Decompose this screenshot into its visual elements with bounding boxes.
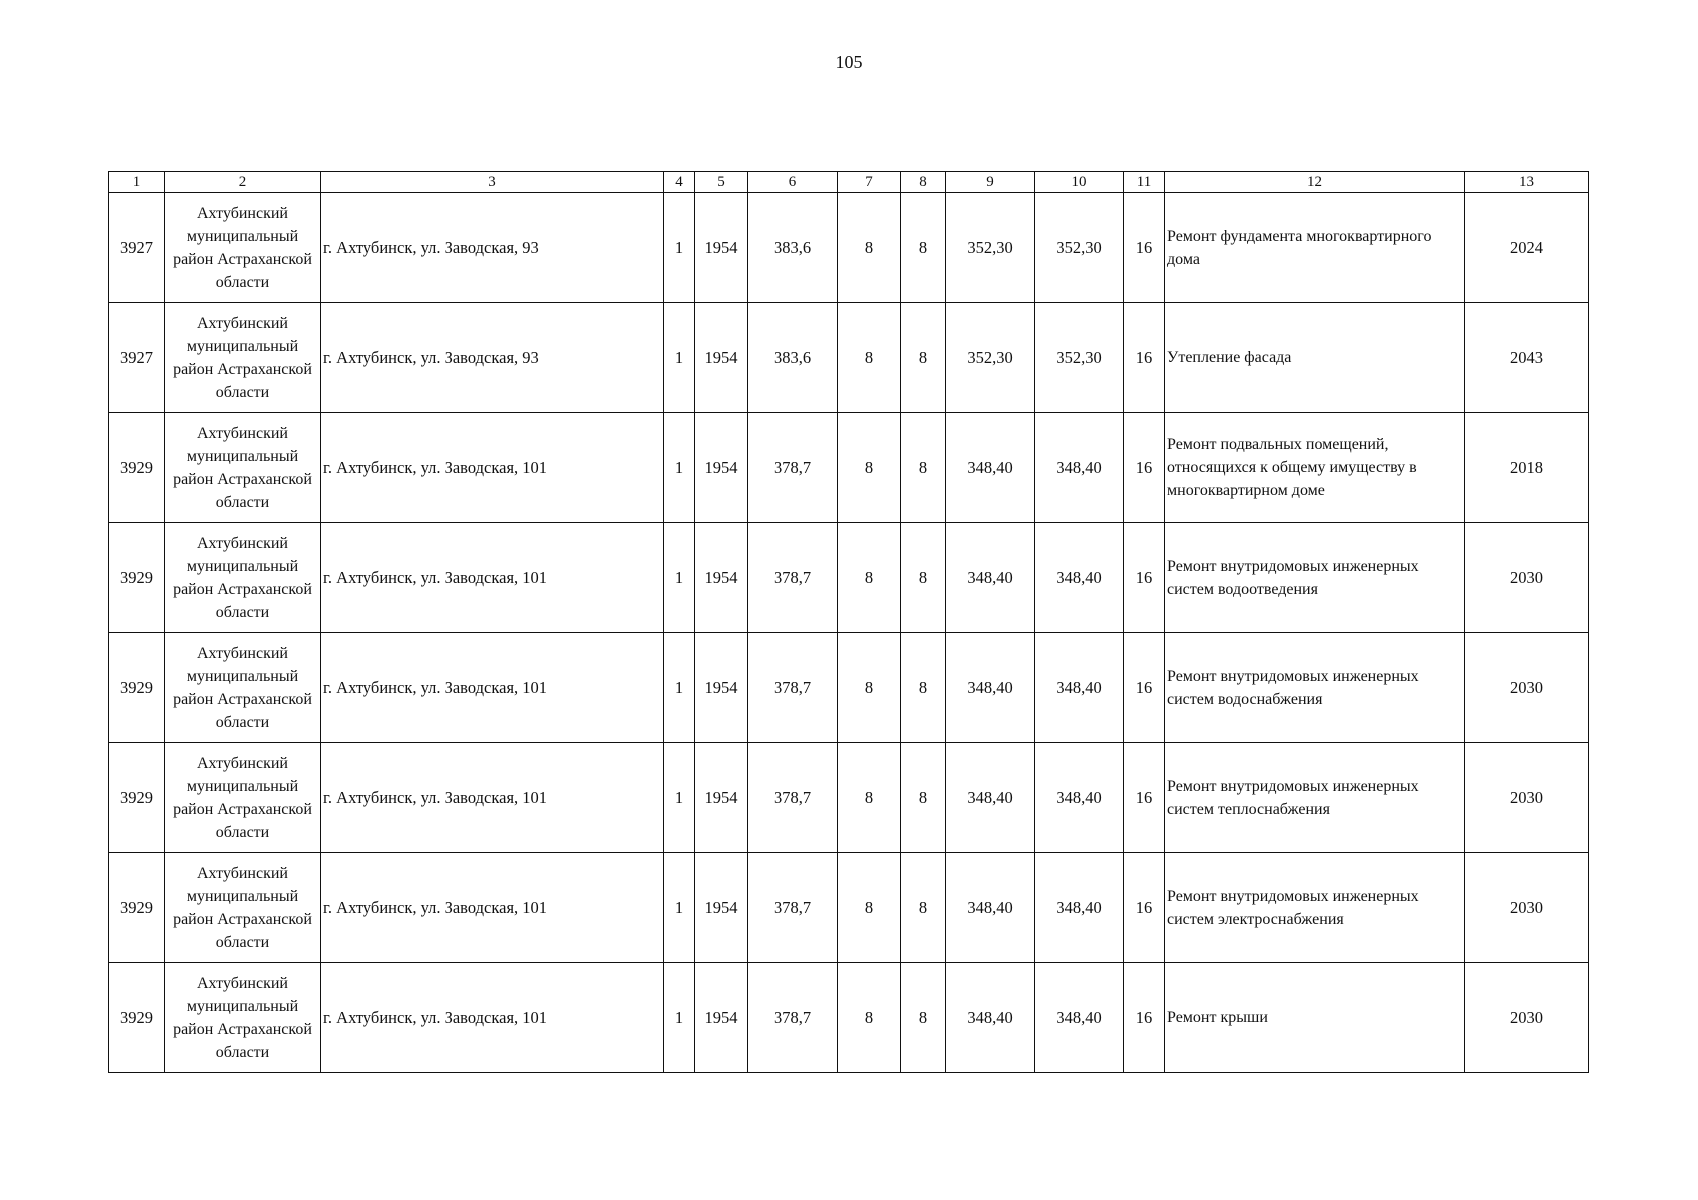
col10-cell: 352,30 xyxy=(1035,303,1124,413)
col6-cell: 378,7 xyxy=(748,853,838,963)
header-cell-7: 7 xyxy=(838,172,901,193)
col9-cell: 348,40 xyxy=(946,963,1035,1073)
work-type-cell: Ремонт внутридомовых инженерных систем теплоснабжения xyxy=(1165,743,1465,853)
col4-cell: 1 xyxy=(664,963,695,1073)
header-cell-8: 8 xyxy=(901,172,946,193)
row-id-cell: 3929 xyxy=(109,523,165,633)
address-cell: г. Ахтубинск, ул. Заводская, 101 xyxy=(321,633,664,743)
work-type-cell: Ремонт крыши xyxy=(1165,963,1465,1073)
row-id-cell: 3929 xyxy=(109,743,165,853)
col7-cell: 8 xyxy=(838,303,901,413)
work-type-cell: Ремонт внутридомовых инженерных систем водоотведения xyxy=(1165,523,1465,633)
col8-cell: 8 xyxy=(901,743,946,853)
district-cell: Ахтубинский муниципальный район Астраханской области xyxy=(165,853,321,963)
page-number: 105 xyxy=(835,52,863,72)
col11-cell: 16 xyxy=(1124,853,1165,963)
col10-cell: 348,40 xyxy=(1035,413,1124,523)
header-cell-5: 5 xyxy=(695,172,748,193)
planned-year-cell: 2043 xyxy=(1465,303,1589,413)
header-cell-10: 10 xyxy=(1035,172,1124,193)
col11-cell: 16 xyxy=(1124,963,1165,1073)
address-cell: г. Ахтубинск, ул. Заводская, 93 xyxy=(321,193,664,303)
col9-cell: 348,40 xyxy=(946,633,1035,743)
planned-year-cell: 2030 xyxy=(1465,743,1589,853)
year-built-cell: 1954 xyxy=(695,633,748,743)
col9-cell: 348,40 xyxy=(946,523,1035,633)
col10-cell: 348,40 xyxy=(1035,853,1124,963)
col9-cell: 352,30 xyxy=(946,193,1035,303)
col6-cell: 378,7 xyxy=(748,633,838,743)
col9-cell: 352,30 xyxy=(946,303,1035,413)
table-row xyxy=(109,853,1589,963)
col4-cell: 1 xyxy=(664,303,695,413)
col6-cell: 378,7 xyxy=(748,413,838,523)
col9-cell: 348,40 xyxy=(946,853,1035,963)
col6-cell: 383,6 xyxy=(748,303,838,413)
header-cell-11: 11 xyxy=(1124,172,1165,193)
planned-year-cell: 2024 xyxy=(1465,193,1589,303)
col10-cell: 348,40 xyxy=(1035,963,1124,1073)
district-cell: Ахтубинский муниципальный район Астраханской области xyxy=(165,963,321,1073)
row-id-cell: 3929 xyxy=(109,633,165,743)
col4-cell: 1 xyxy=(664,193,695,303)
col10-cell: 352,30 xyxy=(1035,193,1124,303)
district-cell: Ахтубинский муниципальный район Астраханской области xyxy=(165,193,321,303)
col11-cell: 16 xyxy=(1124,523,1165,633)
col4-cell: 1 xyxy=(664,743,695,853)
col8-cell: 8 xyxy=(901,193,946,303)
col11-cell: 16 xyxy=(1124,633,1165,743)
header-cell-12: 12 xyxy=(1165,172,1465,193)
district-cell: Ахтубинский муниципальный район Астраханской области xyxy=(165,413,321,523)
work-type-cell: Ремонт фундамента многоквартирного дома xyxy=(1165,193,1465,303)
row-id-cell: 3927 xyxy=(109,303,165,413)
year-built-cell: 1954 xyxy=(695,523,748,633)
col4-cell: 1 xyxy=(664,523,695,633)
address-cell: г. Ахтубинск, ул. Заводская, 101 xyxy=(321,743,664,853)
district-cell: Ахтубинский муниципальный район Астраханской области xyxy=(165,743,321,853)
header-cell-3: 3 xyxy=(321,172,664,193)
col7-cell: 8 xyxy=(838,963,901,1073)
year-built-cell: 1954 xyxy=(695,853,748,963)
district-cell: Ахтубинский муниципальный район Астраханской области xyxy=(165,633,321,743)
col11-cell: 16 xyxy=(1124,743,1165,853)
header-row xyxy=(109,172,1589,193)
col7-cell: 8 xyxy=(838,633,901,743)
address-cell: г. Ахтубинск, ул. Заводская, 101 xyxy=(321,523,664,633)
table-row xyxy=(109,193,1589,303)
row-id-cell: 3927 xyxy=(109,193,165,303)
header-cell-2: 2 xyxy=(165,172,321,193)
col4-cell: 1 xyxy=(664,413,695,523)
header-cell-6: 6 xyxy=(748,172,838,193)
col7-cell: 8 xyxy=(838,193,901,303)
col7-cell: 8 xyxy=(838,523,901,633)
col8-cell: 8 xyxy=(901,853,946,963)
col4-cell: 1 xyxy=(664,853,695,963)
col7-cell: 8 xyxy=(838,413,901,523)
table-body xyxy=(109,172,1589,1073)
col6-cell: 378,7 xyxy=(748,743,838,853)
col6-cell: 378,7 xyxy=(748,963,838,1073)
table-row xyxy=(109,523,1589,633)
col6-cell: 383,6 xyxy=(748,193,838,303)
header-cell-4: 4 xyxy=(664,172,695,193)
col8-cell: 8 xyxy=(901,523,946,633)
planned-year-cell: 2030 xyxy=(1465,853,1589,963)
address-cell: г. Ахтубинск, ул. Заводская, 101 xyxy=(321,413,664,523)
register-table xyxy=(108,171,1589,1073)
header-cell-1: 1 xyxy=(109,172,165,193)
table-row xyxy=(109,743,1589,853)
district-cell: Ахтубинский муниципальный район Астраханской области xyxy=(165,303,321,413)
header-cell-9: 9 xyxy=(946,172,1035,193)
col9-cell: 348,40 xyxy=(946,743,1035,853)
header-cell-13: 13 xyxy=(1465,172,1589,193)
col8-cell: 8 xyxy=(901,963,946,1073)
col4-cell: 1 xyxy=(664,633,695,743)
work-type-cell: Ремонт внутридомовых инженерных систем водоснабжения xyxy=(1165,633,1465,743)
col11-cell: 16 xyxy=(1124,303,1165,413)
table-row xyxy=(109,633,1589,743)
table-row xyxy=(109,963,1589,1073)
address-cell: г. Ахтубинск, ул. Заводская, 93 xyxy=(321,303,664,413)
address-cell: г. Ахтубинск, ул. Заводская, 101 xyxy=(321,963,664,1073)
col11-cell: 16 xyxy=(1124,193,1165,303)
work-type-cell: Ремонт подвальных помещений, относящихся к общему имуществу в многоквартирном доме xyxy=(1165,413,1465,523)
col9-cell: 348,40 xyxy=(946,413,1035,523)
row-id-cell: 3929 xyxy=(109,963,165,1073)
year-built-cell: 1954 xyxy=(695,743,748,853)
col10-cell: 348,40 xyxy=(1035,633,1124,743)
col7-cell: 8 xyxy=(838,743,901,853)
col7-cell: 8 xyxy=(838,853,901,963)
planned-year-cell: 2018 xyxy=(1465,413,1589,523)
year-built-cell: 1954 xyxy=(695,303,748,413)
col8-cell: 8 xyxy=(901,633,946,743)
year-built-cell: 1954 xyxy=(695,413,748,523)
address-cell: г. Ахтубинск, ул. Заводская, 101 xyxy=(321,853,664,963)
col11-cell: 16 xyxy=(1124,413,1165,523)
work-type-cell: Утепление фасада xyxy=(1165,303,1465,413)
planned-year-cell: 2030 xyxy=(1465,523,1589,633)
col8-cell: 8 xyxy=(901,303,946,413)
planned-year-cell: 2030 xyxy=(1465,963,1589,1073)
row-id-cell: 3929 xyxy=(109,413,165,523)
year-built-cell: 1954 xyxy=(695,963,748,1073)
planned-year-cell: 2030 xyxy=(1465,633,1589,743)
col8-cell: 8 xyxy=(901,413,946,523)
work-type-cell: Ремонт внутридомовых инженерных систем электроснабжения xyxy=(1165,853,1465,963)
col10-cell: 348,40 xyxy=(1035,743,1124,853)
district-cell: Ахтубинский муниципальный район Астраханской области xyxy=(165,523,321,633)
year-built-cell: 1954 xyxy=(695,193,748,303)
table-row xyxy=(109,303,1589,413)
row-id-cell: 3929 xyxy=(109,853,165,963)
table-row xyxy=(109,413,1589,523)
col6-cell: 378,7 xyxy=(748,523,838,633)
col10-cell: 348,40 xyxy=(1035,523,1124,633)
